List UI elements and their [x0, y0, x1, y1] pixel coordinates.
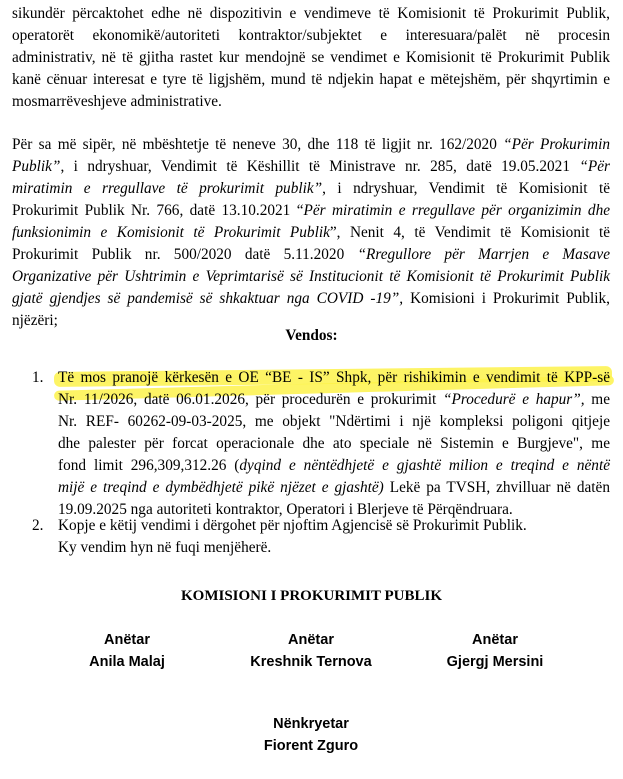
vice-chair-signature [211, 713, 411, 757]
item1-line-5 [58, 455, 610, 477]
legal-italic: miratimin e rregullave të prokurimit publik” [12, 180, 323, 197]
item-italic: dyqind e nëntëdhjetë e gjashtë milion e treqind e nëntë [239, 457, 610, 474]
legal-italic: Publik” [12, 158, 61, 175]
intro-line-4: kanë cënuar interesat e tyre të ligjshëm, mund të ndjekin hapat e mëtejshëm, për shqyrtimin e [12, 71, 610, 88]
legal-text: , i ndryshuar, Vendimit të Komisionit të [322, 180, 610, 197]
member-name: Gjergj Mersini [446, 654, 544, 670]
legal-italic: Për miratimin e rregullave për organizimin dhe [303, 202, 611, 219]
item2-line-2: Ky vendim hyn në fuqi menjëherë. [58, 539, 272, 556]
member-role: Anëtar [104, 632, 150, 648]
decision-item-2 [58, 515, 610, 559]
vice-chair-role: Nënkryetar [273, 716, 349, 732]
legal-italic: funksionimin e Komisionit të Prokurimit Publik [12, 224, 330, 241]
intro-line-3: administrativ, në të gjitha rastet kur mendojnë se vendimet e Komisionit të Prokurimit Publik [12, 49, 610, 66]
item1-line-7: 19.09.2025 nga autoriteti kontraktor, Operatori i Blerjeve të Përqëndruara. [58, 501, 513, 518]
legal-line-8 [12, 288, 610, 310]
member-signature-3 [395, 629, 595, 673]
legal-italic: “Për Prokurimin [503, 136, 610, 153]
legal-text: ”, Nenit 4, të Vendimit të Komisionit të [329, 224, 610, 241]
legal-line-5 [12, 222, 610, 244]
legal-line-7 [12, 266, 610, 288]
legal-line-4 [12, 200, 610, 222]
item2-line-1: Kopje e këtij vendimi i dërgohet për njoftim Agjencisë së Prokurimit Publik. [58, 517, 527, 534]
legal-text: Komisioni i Prokurimit Publik, [403, 290, 610, 307]
vice-chair-name: Fiorent Zguro [263, 738, 359, 754]
intro-paragraph [12, 3, 610, 113]
legal-text: Për sa më sipër, në mbështetje të neneve 30, dhe 118 të ligjit nr. 162/2020 [12, 136, 504, 153]
item-text: Nr. 11/2026, datë 06.01.2026, për procedurën e prokurimit [58, 391, 443, 408]
legal-line-6 [12, 244, 610, 266]
item1-line-1: Të mos pranojë kërkesën e OE “BE - IS” Shpk, për rishikimin e vendimit të KPP-së [58, 369, 610, 386]
legal-line-3 [12, 178, 610, 200]
legal-text: Prokurimit Publik nr. 500/2020 datë 5.11.2020 [12, 246, 358, 263]
legal-italic: “Rregullore për Marrjen e Masave [357, 246, 611, 263]
intro-line-2: operatorët ekonomikë/autoriteti kontraktor/subjektet e interesuara/palët në procesin [12, 27, 610, 44]
item-text: me [584, 391, 610, 408]
legal-line-9: njëzëri; [12, 312, 58, 329]
member-role: Anëtar [288, 632, 334, 648]
legal-basis-paragraph [12, 134, 610, 332]
member-role: Anëtar [472, 632, 518, 648]
legal-italic: gjatë gjendjes së pandemisë së shkaktuar nga COVID -19”, [12, 290, 404, 307]
item-italic: mijë e treqind e dymbëdhjetë pikë njëzet e gjashtë) [58, 479, 384, 496]
legal-italic: “Për [579, 158, 610, 175]
item1-line-4: dhe palester për forcat operacionale dhe ato speciale në Sistemin e Burgjeve", me [58, 435, 610, 452]
item-text: fond limit 296,309,312.26 ( [58, 457, 240, 474]
decides-heading: Vendos: [285, 327, 338, 344]
member-name: Kreshnik Ternova [250, 654, 372, 670]
item-1-number: 1. [32, 369, 44, 386]
legal-line-2 [12, 156, 610, 178]
intro-line-5: mosmarrëveshjeve administrative. [12, 93, 222, 110]
item-2-number: 2. [32, 517, 44, 534]
member-name: Anila Malaj [89, 654, 165, 670]
decision-item-1 [58, 367, 610, 521]
item-italic: “Procedurë e hapur”, [442, 391, 585, 408]
item1-line-3: Nr. REF- 60262-09-03-2025, me objekt "Ndërtimi i një kompleksi poligoni qitjeje [58, 413, 610, 430]
legal-text: , i ndryshuar, Vendimit të Këshillit të Ministrave nr. 285, datë 19.05.2021 [60, 158, 580, 175]
legal-text: Prokurimit Publik Nr. 766, datë 13.10.2021 “ [12, 202, 304, 219]
item1-line-2 [58, 389, 610, 411]
intro-line-1: sikundër përcaktohet edhe në dispozitivin e vendimeve të Komisionit të Prokurimit Publik, [12, 5, 610, 22]
item1-line-6 [58, 477, 610, 499]
commission-title: KOMISIONI I PROKURIMIT PUBLIK [180, 588, 442, 604]
legal-italic: Organizative për Ushtrimin e Veprimtarisë së Institucionit të Komisionit të Prokurimit Publik [12, 268, 610, 285]
item-text: Lekë pa TVSH, zhvilluar në datën [383, 479, 610, 496]
legal-line-1 [12, 134, 610, 156]
member-signature-1 [27, 629, 227, 673]
member-signature-2 [211, 629, 411, 673]
